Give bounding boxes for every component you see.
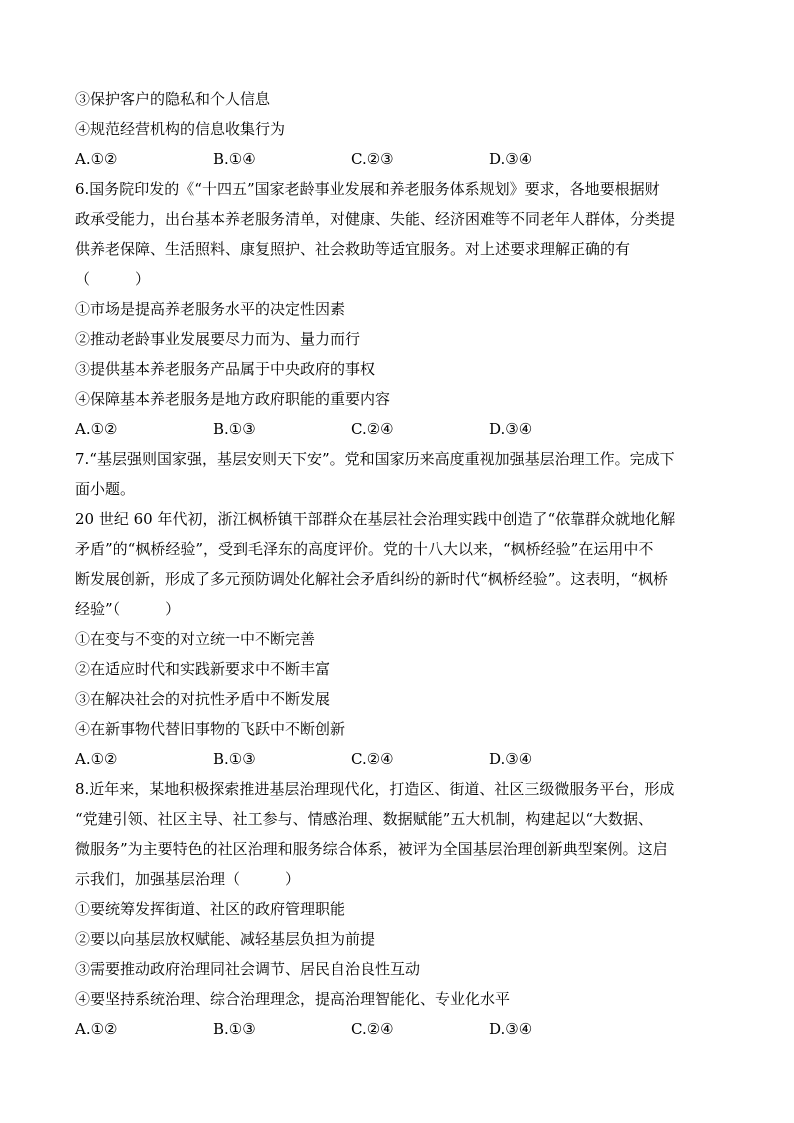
q5-choice-d: D.③④ <box>489 150 533 168</box>
q8-choices <box>75 1014 734 1044</box>
q6-option-2: ②推动老龄事业发展要尽力而为、量力而行 <box>75 330 361 348</box>
q8-choice-c: C.②④ <box>351 1020 394 1038</box>
q8-choice-a: A.①② <box>75 1020 118 1038</box>
q6-choice-d: D.③④ <box>489 420 533 438</box>
q7-choice-c: C.②④ <box>351 750 394 768</box>
q7-choice-a: A.①② <box>75 750 118 768</box>
q6-option-1: ①市场是提高养老服务水平的决定性因素 <box>75 300 346 318</box>
q8-option-1: ①要统筹发挥街道、社区的政府管理职能 <box>75 900 346 918</box>
q6-choice-b: B.①③ <box>213 420 256 438</box>
q5-choices <box>75 144 734 174</box>
q5-choice-b: B.①④ <box>213 150 256 168</box>
q7-option-4: ④在新事物代替旧事物的飞跃中不断创新 <box>75 720 346 738</box>
q8-stem-line-1: 8.近年来，某地积极探索推进基层治理现代化，打造区、街道、社区三级微服务平台，形成 <box>75 780 675 798</box>
q6-choices <box>75 414 734 444</box>
q5-option-4: ④规范经营机构的信息收集行为 <box>75 120 286 138</box>
q7-option-3: ③在解决社会的对抗性矛盾中不断发展 <box>75 690 331 708</box>
q8-stem-line-3: 微服务”为主要特色的社区治理和服务综合体系，被评为全国基层治理创新典型案例。这启 <box>75 840 668 858</box>
q7-intro-line-1: 7.“基层强则国家强，基层安则天下安”。党和国家历来高度重视加强基层治理工作。完成下 <box>75 450 675 468</box>
q8-option-2: ②要以向基层放权赋能、减轻基层负担为前提 <box>75 930 376 948</box>
q8-option-3: ③需要推动政府治理同社会调节、居民自治良性互动 <box>75 960 421 978</box>
q7-choices <box>75 744 734 774</box>
q5-option-3: ③保护客户的隐私和个人信息 <box>75 90 271 108</box>
q6-stem-line-2: 政承受能力，出台基本养老服务清单，对健康、失能、经济困难等不同老年人群体，分类提 <box>75 210 676 228</box>
q8-choice-b: B.①③ <box>213 1020 256 1038</box>
q7-stem-line-1: 20 世纪 60 年代初，浙江枫桥镇干部群众在基层社会治理实践中创造了“依靠群众就地化解 <box>75 510 676 528</box>
q5-choice-c: C.②③ <box>351 150 394 168</box>
q8-option-4: ④要坚持系统治理、综合治理理念，提高治理智能化、专业化水平 <box>75 990 511 1008</box>
q5-choice-a: A.①② <box>75 150 118 168</box>
q6-option-3: ③提供基本养老服务产品属于中央政府的事权 <box>75 360 376 378</box>
q7-option-2: ②在适应时代和实践新要求中不断丰富 <box>75 660 331 678</box>
q7-option-1: ①在变与不变的对立统一中不断完善 <box>75 630 316 648</box>
q6-answer-blank: （ ） <box>75 270 151 288</box>
q8-stem-line-4: 示我们，加强基层治理（ ） <box>75 870 301 888</box>
q6-choice-a: A.①② <box>75 420 118 438</box>
q7-choice-b: B.①③ <box>213 750 256 768</box>
q6-option-4: ④保障基本养老服务是地方政府职能的重要内容 <box>75 390 391 408</box>
q8-choice-d: D.③④ <box>489 1020 533 1038</box>
q7-intro-line-2: 面小题。 <box>75 480 136 498</box>
q7-stem-line-3: 断发展创新，形成了多元预防调处化解社会矛盾纠纷的新时代“枫桥经验”。这表明，“枫桥 <box>75 570 669 588</box>
q7-stem-line-4: 经验”（ ） <box>75 600 181 618</box>
q7-stem-line-2: 矛盾”的“枫桥经验”，受到毛泽东的高度评价。党的十八大以来，“枫桥经验”在运用中不 <box>75 540 654 558</box>
q6-stem-line-1: 6.国务院印发的《“十四五”国家老龄事业发展和养老服务体系规划》要求，各地要根据财 <box>75 180 660 198</box>
q8-stem-line-2: “党建引领、社区主导、社工参与、情感治理、数据赋能”五大机制，构建起以“大数据、 <box>75 810 654 828</box>
q6-stem-line-3: 供养老保障、生活照料、康复照护、社会救助等适宜服务。对上述要求理解正确的有 <box>75 240 631 258</box>
q6-choice-c: C.②④ <box>351 420 394 438</box>
q7-choice-d: D.③④ <box>489 750 533 768</box>
